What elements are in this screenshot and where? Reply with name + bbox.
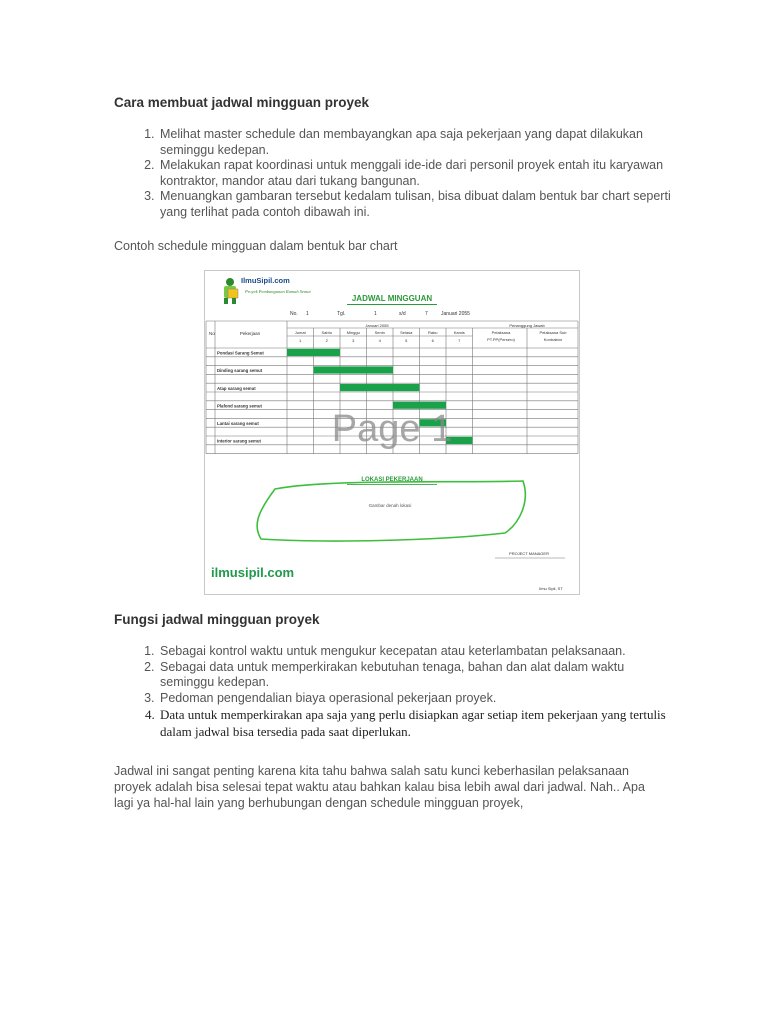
day-number: 3 xyxy=(352,338,355,343)
list-item: 3. Pedoman pengendalian biaya operasional pekerjaan proyek. xyxy=(158,691,678,707)
no-value: 1 xyxy=(306,311,309,317)
section-title-cara: Cara membuat jadwal mingguan proyek xyxy=(114,95,370,110)
day-number: 7 xyxy=(458,338,461,343)
gantt-bar xyxy=(287,349,340,356)
caption: Contoh schedule mingguan dalam bentuk bar chart xyxy=(114,239,398,253)
day-label: Sabtu xyxy=(321,330,332,335)
list-item: 2. Sebagai data untuk memperkirakan kebutuhan tenaga, bahan dan alat dalam waktu seminggu kedepan. xyxy=(158,660,678,691)
month-label: Januari 2055 xyxy=(441,311,470,317)
day-label: Rabu xyxy=(427,330,438,335)
signature-name: Ilmu Sipil, ST xyxy=(539,586,563,591)
col-pekerjaan-header: Pekerjaan xyxy=(239,331,261,336)
task-label: Interior sarang semut xyxy=(217,438,261,444)
tgl-to: 7 xyxy=(425,311,428,317)
pelaksana-company: PT.PP(Persero) xyxy=(487,337,515,342)
sd-label: s/d xyxy=(399,311,406,317)
task-label: Pondasi Sarang Semut xyxy=(217,350,264,356)
list-item: 1. Sebagai kontrol waktu untuk mengukur kecepatan atau keterlambatan pelaksanaan. xyxy=(158,644,678,660)
lokasi-title: LOKASI PEKERJAAN xyxy=(361,477,423,483)
day-label: Jumat xyxy=(294,330,306,335)
pelaksana-header: Pelaksana xyxy=(491,330,511,335)
month-header: Januari 2055 xyxy=(365,323,389,328)
day-number: 2 xyxy=(325,338,328,343)
page-watermark: Page 1 xyxy=(331,408,453,450)
day-label: Selasa xyxy=(400,330,413,335)
list-item: 1. Melihat master schedule dan membayangkan apa saja pekerjaan yang dapat dilakukan seminggu kedepan. xyxy=(158,127,678,158)
steps-list xyxy=(114,127,678,220)
list-item: 3. Menuangkan gambaran tersebut kedalam tulisan, bisa dibuat dalam bentuk bar chart seperti yang terlihat pada contoh dibawah ini. xyxy=(158,189,678,220)
day-number: 4 xyxy=(378,338,381,343)
day-number: 6 xyxy=(431,338,434,343)
fungsi-list xyxy=(114,644,678,740)
schedule-image xyxy=(204,270,580,595)
task-label: Lantai sarang semut xyxy=(217,421,259,426)
site-outline-shape xyxy=(257,481,525,541)
no-label: No. xyxy=(290,311,298,317)
task-label: Plafond sarang semut xyxy=(217,403,262,409)
logo-text: IlmuSipil.com xyxy=(241,276,290,285)
worker-logo-icon xyxy=(224,278,238,304)
gantt-bar xyxy=(314,366,394,373)
schedule-svg xyxy=(205,271,579,594)
pm-label: PROJECT MANAGER xyxy=(509,551,549,556)
logo-subtitle: Proyek Pembangunan Rumah Semut xyxy=(245,289,311,294)
day-label: Senin xyxy=(374,330,385,335)
gantt-bar xyxy=(340,384,420,391)
task-label: Atap sarang semut xyxy=(217,385,256,391)
pj-header: Penanggung Jawab xyxy=(509,323,545,328)
tgl-label: Tgl. xyxy=(337,311,346,317)
task-label: Dinding sarang semut xyxy=(217,368,263,374)
pelaksana-sub-header: Pelaksana Sub xyxy=(539,330,567,335)
site-name: ilmusipil.com xyxy=(211,565,295,580)
list-item: 2. Melakukan rapat koordinasi untuk menggali ide-ide dari personil proyek entah itu karyawan kontraktor, mandor atau dari tukang bangunan. xyxy=(158,158,678,189)
schedule-title: JADWAL MINGGUAN xyxy=(351,294,433,303)
tgl-from: 1 xyxy=(374,311,377,317)
col-no-header: No xyxy=(209,331,215,336)
day-label: Minggu xyxy=(346,330,360,335)
closing-paragraph: Jadwal ini sangat penting karena kita tahu bahwa salah satu kunci keberhasilan pelaksanaan proyek adalah bisa selesai tepat waktu atau bahkan kalau bisa lebih awal dari jadwal. Nah.. Apa lagi ya hal-hal lain yang berhubungan dengan schedule mingguan proyek, xyxy=(114,764,645,810)
day-label: Kamis xyxy=(453,330,465,335)
pelaksana-sub-kontraktor: Kontraktor xyxy=(543,337,563,342)
day-number: 5 xyxy=(405,338,408,343)
section-title-fungsi: Fungsi jadwal mingguan proyek xyxy=(114,612,320,627)
list-item: 4. Data untuk memperkirakan apa saja yang perlu disiapkan agar setiap item pekerjaan yang tertulis dalam jadwal bisa tersedia pada saat diperlukan. xyxy=(158,706,678,740)
day-number: 1 xyxy=(299,338,302,343)
denah-label: Gambar denah lokasi xyxy=(368,503,412,508)
